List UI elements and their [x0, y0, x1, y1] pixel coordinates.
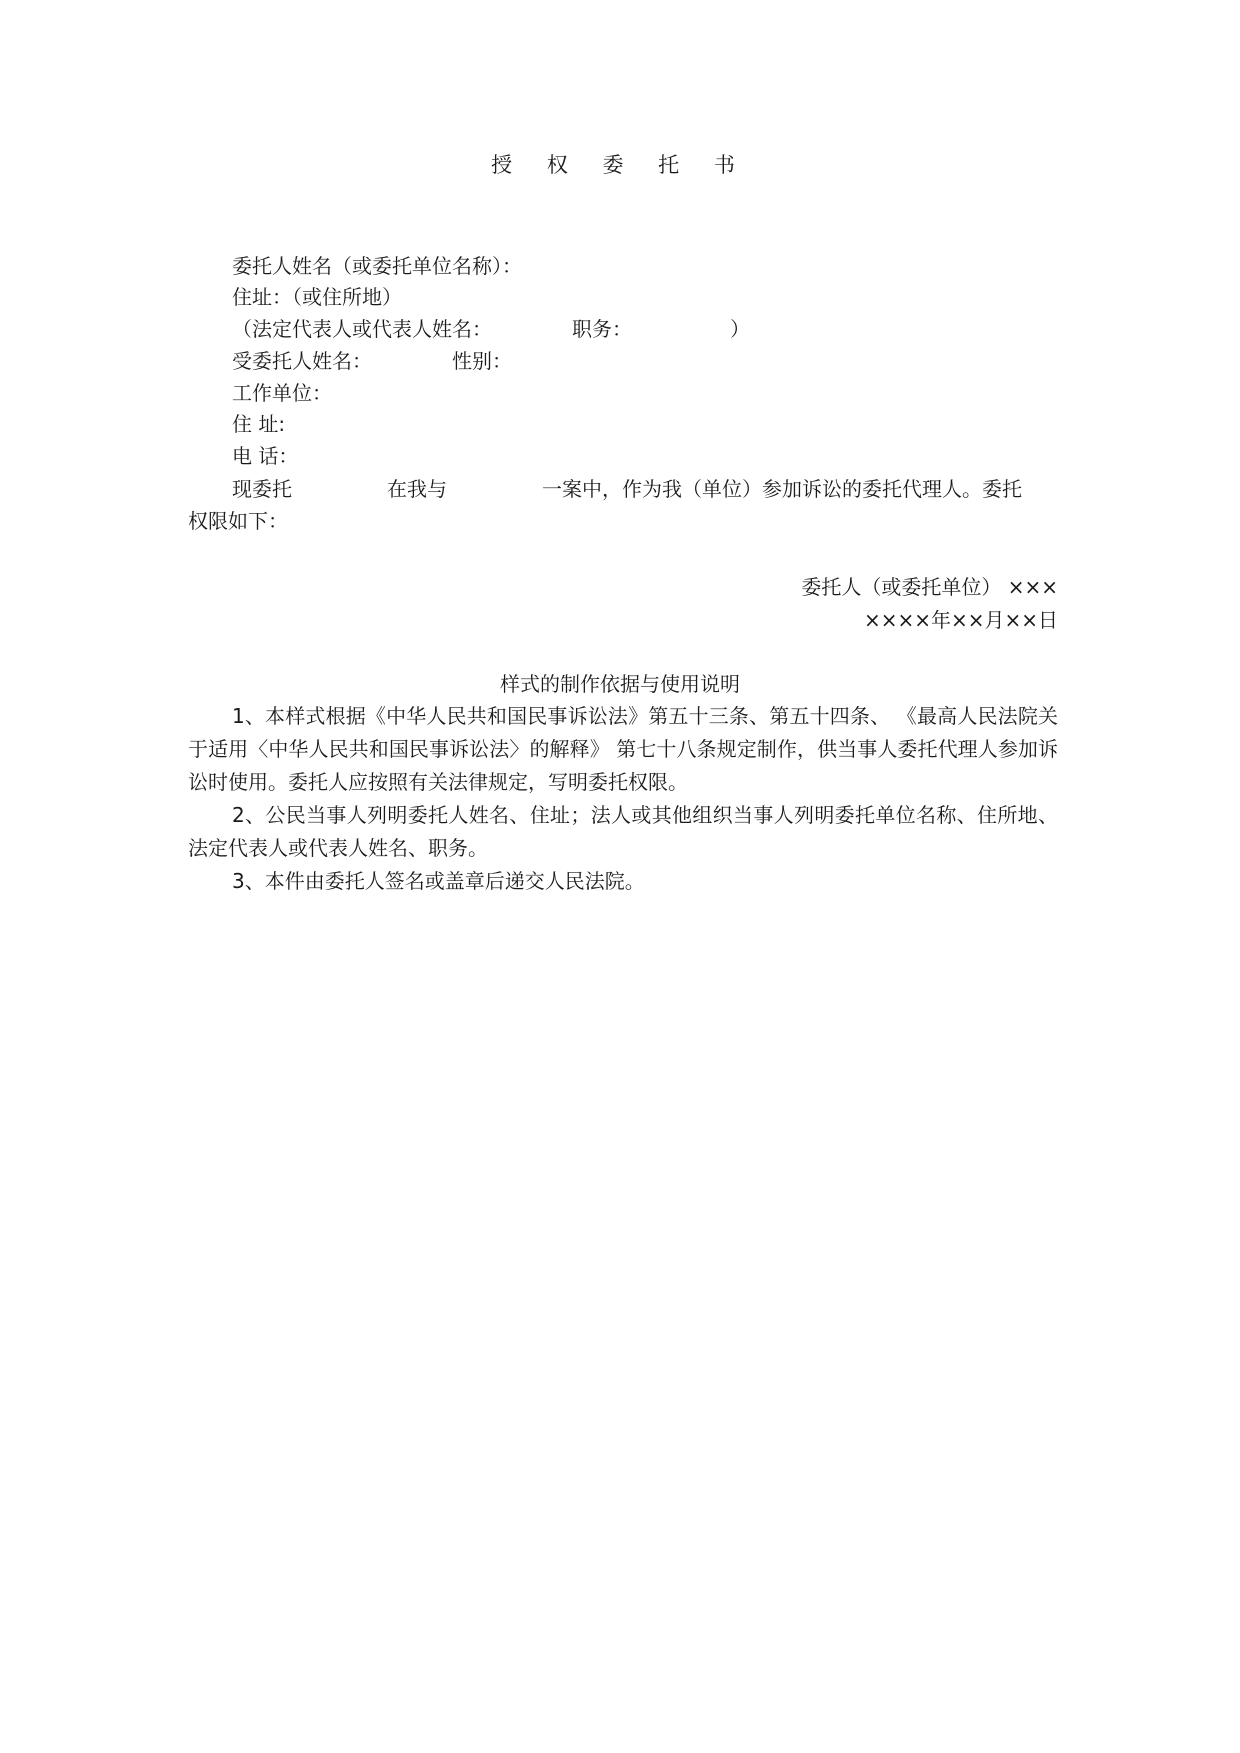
entrust-part-3: 一案中，作为我（单位）参加诉讼的委托代理人。委托: [542, 477, 1022, 501]
notes-heading: 样式的制作依据与使用说明: [500, 672, 740, 696]
position-label: 职务：: [572, 317, 632, 341]
work-unit-field: 工作单位：: [232, 381, 332, 405]
signature-principal: 委托人（或委托单位） ×××: [801, 575, 1058, 599]
legal-rep-label: （法定代表人或代表人姓名：: [232, 317, 492, 341]
agent-row: [232, 345, 512, 377]
legal-rep-close: ）: [730, 317, 750, 341]
signature-date: ××××年××月××日: [863, 608, 1058, 632]
document-title: 授 权 委 托 书: [491, 153, 749, 177]
entrust-line-2: 权限如下：: [188, 509, 288, 533]
entrust-line-1: [232, 473, 1022, 505]
note-item-2: 2、公民当事人列明委托人姓名、住址；法人或其他组织当事人列明委托单位名称、住所地、法定代表人或代表人姓名、职务。: [188, 803, 1058, 860]
principal-name-field: 委托人姓名（或委托单位名称）：: [232, 254, 522, 278]
note-item-1: 1、本样式根据《中华人民共和国民事诉讼法》第五十三条、第五十四条、 《最高人民法院关于适用〈中华人民共和国民事诉讼法〉的解释》 第七十八条规定制作，供当事人委托代理人参加诉讼时使用。委托人应按照有关法律规定，写明委托权限。: [188, 704, 1058, 794]
gender-label: 性别：: [452, 349, 512, 373]
legal-rep-field: [232, 313, 750, 345]
agent-name-label: 受委托人姓名：: [232, 349, 372, 373]
entrust-part-2: 在我与: [387, 477, 447, 501]
note-item-3: 3、本件由委托人签名或盖章后递交人民法院。: [232, 869, 645, 893]
address-field: 住址：（或住所地）: [232, 285, 402, 309]
phone-field: 电 话：: [232, 444, 299, 468]
agent-address-field: 住 址:: [232, 412, 286, 436]
entrust-part-1: 现委托: [232, 477, 292, 501]
